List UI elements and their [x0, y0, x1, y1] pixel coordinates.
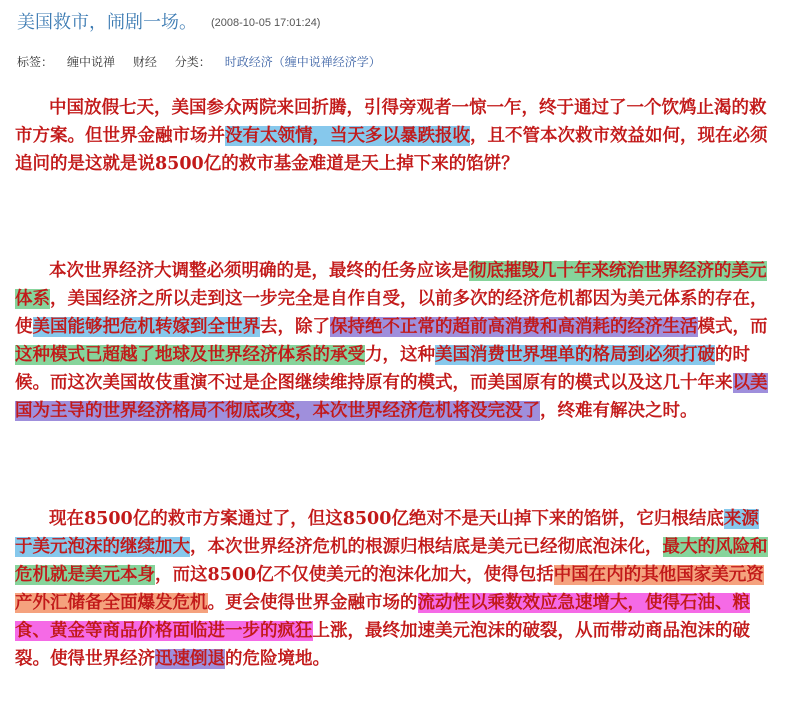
paragraph-1 — [15, 94, 775, 178]
article-meta — [17, 53, 395, 70]
text-run: 力，这种 — [365, 345, 435, 365]
category-link[interactable]: 时政经济（缠中说禅经济学） — [224, 55, 381, 69]
highlight-blue: 没有太领情，当天多以暴跌报收 — [225, 126, 470, 146]
highlight-orange: 中国在内的其他国家美元资产外汇储备全面爆发危机 — [15, 565, 764, 613]
text-run: ，且不管本次救市效益如何，现在必须追问的是这就是说8500亿的救市基金难道是天上掉下来的馅饼？ — [15, 126, 768, 174]
highlight-green: 最大的风险和危机就是美元本身 — [15, 537, 768, 585]
highlight-magenta: 流动性以乘数效应急速增大，使得石油、粮食、黄金等商品价格面临进一步的疯狂 — [15, 593, 750, 641]
text-run: 中国放假七天，美国参众两院来回折腾，引得旁观者一惊一乍，终于通过了一个饮鸩止渴的救市方案。但世界金融市场并 — [15, 98, 767, 146]
text-run: ，而这8500亿不仅使美元的泡沫化加大，使得包括 — [155, 565, 554, 585]
paragraph-2 — [15, 257, 775, 425]
highlight-green: 这种模式已超越了地球及世界经济体系的承受 — [15, 345, 365, 365]
text-run: 现在8500亿的救市方案通过了，但这8500亿绝对不是天山掉下来的馅饼，它归根结底 — [49, 509, 724, 529]
tag-link[interactable]: 财经 — [132, 55, 157, 69]
text-run: 去，除了 — [260, 317, 330, 337]
highlight-purple: 迅速倒退 — [155, 649, 225, 669]
text-run: 模式，而 — [697, 317, 768, 337]
text-run: 本次世界经济大调整必须明确的是，最终的任务应该是 — [49, 261, 469, 281]
highlight-purple: 保持绝不正常的超前高消费和高消耗的经济生活 — [330, 317, 698, 337]
highlight-blue: 来源于美元泡沫的继续加大 — [15, 509, 759, 557]
tags-label: 标签： — [17, 55, 54, 69]
highlight-purple: 以美国为主导的世界经济格局不彻底改变，本次世界经济危机将没完没了 — [15, 373, 768, 421]
highlight-blue: 美国能够把危机转嫁到全世界 — [32, 317, 260, 337]
category-label: 分类： — [174, 55, 211, 69]
text-run: 上涨，最终加速美元泡沫的破裂，从而带动商品泡沫的破裂。使得世界经济 — [15, 621, 750, 669]
text-run: 的时候。而这次美国故伎重演不过是企图继续维持原有的模式，而美国原有的模式以及这几十年来 — [15, 345, 750, 393]
highlight-green: 彻底摧毁几十年来统治世界经济的美元体系 — [15, 261, 767, 309]
paragraph-3 — [15, 505, 775, 673]
text-run: ，美国经济之所以走到这一步完全是自作自受，以前多次的经济危机都因为美元体系的存在，使 — [15, 289, 768, 337]
article-title: 美国救市，闹剧一场。 — [17, 12, 197, 33]
highlight-blue: 美国消费世界埋单的格局到必须打破 — [435, 345, 715, 365]
text-run: 。更会使得世界金融市场的 — [207, 593, 418, 613]
text-run: ，本次世界经济危机的根源归根结底是美元已经彻底泡沫化， — [190, 537, 663, 557]
text-run: 的危险境地。 — [225, 649, 330, 669]
tag-link[interactable]: 缠中说禅 — [67, 55, 116, 69]
article-date: (2008-10-05 17:01:24) — [211, 17, 321, 29]
article-header — [17, 8, 320, 34]
text-run: ，终难有解决之时。 — [540, 401, 698, 421]
